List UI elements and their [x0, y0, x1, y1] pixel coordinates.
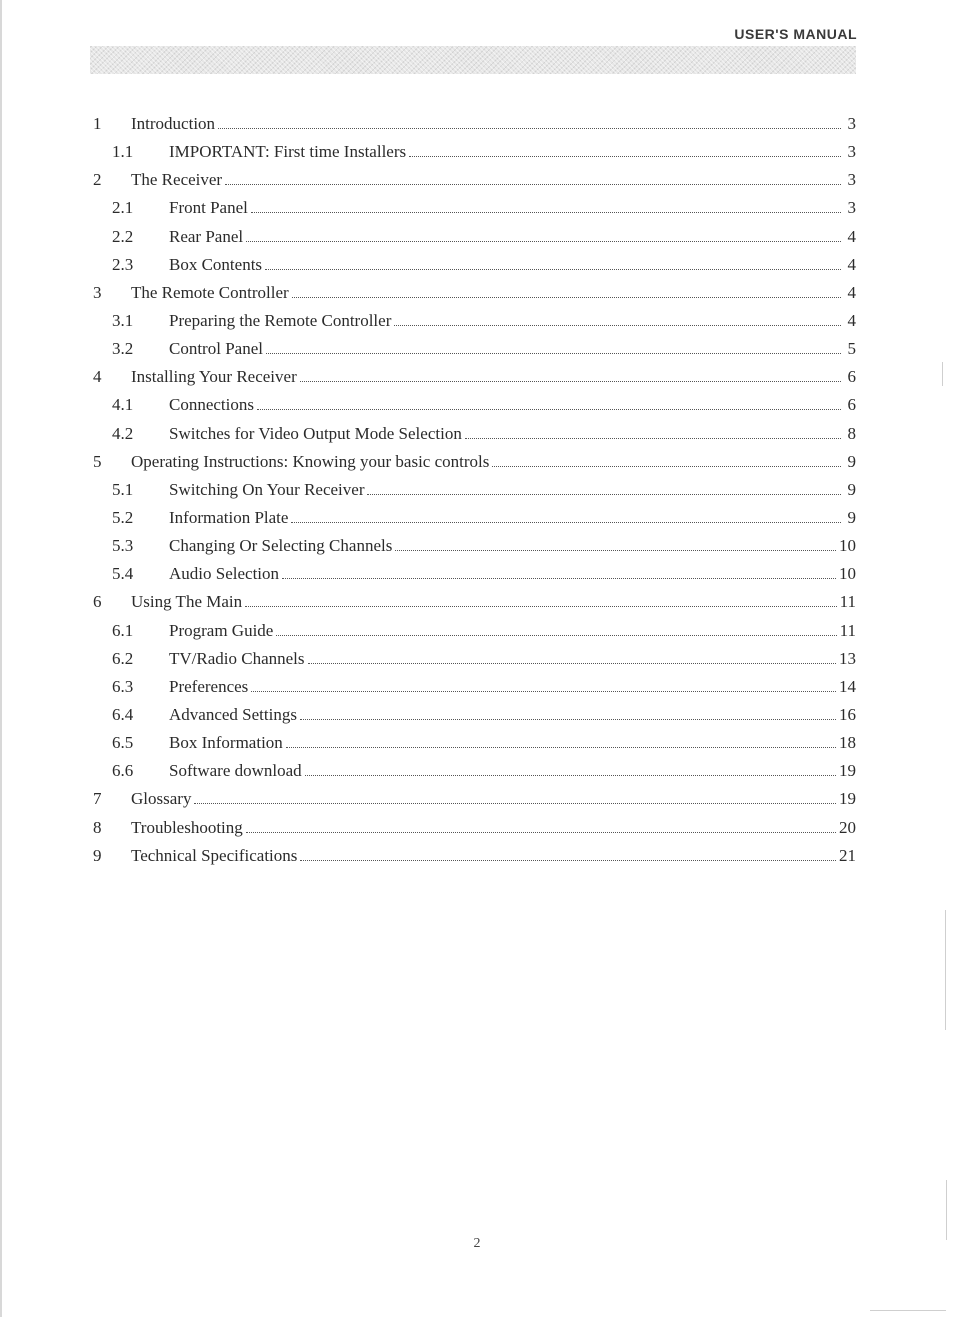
toc-dot-leader	[300, 719, 836, 720]
toc-entry-title: Operating Instructions: Knowing your basic controls	[131, 451, 490, 471]
toc-entry	[90, 363, 856, 391]
page-scan-edge	[0, 0, 2, 1317]
toc-entry	[90, 673, 856, 701]
toc-entry-page: 3	[847, 170, 856, 190]
toc-entry-number: 6.3	[112, 676, 134, 696]
toc-entry-title: Front Panel	[169, 198, 248, 218]
toc-dot-leader	[246, 241, 841, 242]
toc-entry-page: 11	[839, 592, 856, 612]
toc-entry	[90, 391, 856, 419]
toc-entry-page: 4	[847, 282, 856, 302]
toc-entry	[90, 138, 856, 166]
toc-entry-title: Glossary	[131, 789, 192, 809]
toc-entry	[90, 588, 856, 616]
toc-entry-title: Rear Panel	[169, 226, 244, 246]
toc-entry-title: Switching On Your Receiver	[169, 479, 365, 499]
toc-dot-leader	[300, 860, 836, 861]
toc-entry-number: 4.1	[112, 395, 134, 415]
toc-entry-number: 6.1	[112, 620, 134, 640]
toc-entry	[90, 335, 856, 363]
toc-entry-title: Using The Main	[131, 592, 243, 612]
toc-entry-number: 6.4	[112, 704, 134, 724]
toc-entry	[90, 504, 856, 532]
toc-entry-title: Switches for Video Output Mode Selection	[169, 423, 462, 443]
toc-entry-number: 3.1	[112, 310, 134, 330]
toc-entry-number: 1	[93, 114, 102, 133]
table-of-contents	[90, 110, 856, 870]
toc-entry	[90, 110, 856, 138]
toc-dot-leader	[266, 353, 841, 354]
toc-entry-number: 2.2	[112, 226, 134, 246]
scan-artifact	[870, 1310, 946, 1311]
toc-entry-number: 5.4	[112, 564, 134, 584]
toc-entry-page: 14	[839, 676, 856, 696]
toc-entry	[90, 307, 856, 335]
toc-entry-title: Preferences	[169, 676, 249, 696]
toc-entry	[90, 420, 856, 448]
toc-entry-title: Preparing the Remote Controller	[169, 310, 392, 330]
toc-entry-number: 6.2	[112, 648, 134, 668]
scan-artifact	[946, 1180, 947, 1240]
toc-dot-leader	[300, 381, 841, 382]
scan-artifact	[942, 362, 943, 386]
toc-entry-title: Technical Specifications	[131, 845, 298, 865]
toc-dot-leader	[395, 550, 836, 551]
toc-entry-page: 6	[847, 395, 856, 415]
toc-entry-page: 8	[847, 423, 856, 443]
toc-entry-title: Troubleshooting	[131, 817, 243, 837]
toc-dot-leader	[292, 297, 841, 298]
toc-entry-number: 2.3	[112, 254, 134, 274]
toc-entry-number: 6	[93, 592, 102, 612]
toc-dot-leader	[308, 663, 836, 664]
toc-entry-number: 5.2	[112, 507, 134, 527]
toc-entry	[90, 617, 856, 645]
toc-dot-leader	[286, 747, 836, 748]
toc-entry-title: Installing Your Receiver	[131, 367, 297, 387]
toc-entry-number: 1.1	[112, 142, 134, 162]
toc-dot-leader	[394, 325, 841, 326]
toc-entry	[90, 476, 856, 504]
toc-entry-title: The Receiver	[131, 170, 223, 190]
toc-entry-page: 5	[847, 339, 856, 359]
toc-entry-number: 5.3	[112, 536, 134, 556]
toc-dot-leader	[218, 128, 841, 129]
toc-entry-page: 19	[839, 789, 856, 809]
toc-entry	[90, 532, 856, 560]
toc-dot-leader	[251, 691, 836, 692]
toc-entry-title: Changing Or Selecting Channels	[169, 536, 393, 556]
toc-entry-page: 18	[839, 733, 856, 753]
toc-entry	[90, 194, 856, 222]
toc-entry	[90, 279, 856, 307]
toc-entry-title: The Remote Controller	[131, 282, 289, 302]
toc-entry	[90, 645, 856, 673]
toc-entry-number: 6.6	[112, 761, 134, 781]
toc-entry-title: Audio Selection	[169, 564, 280, 584]
toc-entry	[90, 560, 856, 588]
scan-artifact	[945, 910, 946, 1030]
toc-entry	[90, 223, 856, 251]
toc-entry-title: TV/Radio Channels	[169, 648, 305, 668]
toc-entry-page: 4	[847, 254, 856, 274]
toc-dot-leader	[265, 269, 841, 270]
toc-entry	[90, 251, 856, 279]
toc-dot-leader	[257, 409, 841, 410]
toc-entry-number: 4	[93, 367, 102, 387]
toc-entry	[90, 785, 856, 813]
toc-entry-page: 3	[847, 114, 856, 133]
toc-entry-page: 6	[847, 367, 856, 387]
toc-entry-page: 20	[839, 817, 856, 837]
toc-entry-title: IMPORTANT: First time Installers	[169, 142, 407, 162]
toc-entry-number: 3.2	[112, 339, 134, 359]
toc-dot-leader	[305, 775, 836, 776]
toc-entry-number: 5.1	[112, 479, 134, 499]
toc-entry-page: 4	[847, 226, 856, 246]
toc-entry-number: 5	[93, 451, 102, 471]
toc-entry-number: 4.2	[112, 423, 134, 443]
toc-entry-page: 21	[839, 845, 856, 865]
toc-dot-leader	[409, 156, 841, 157]
toc-entry-page: 13	[839, 648, 856, 668]
toc-entry	[90, 842, 856, 870]
page-number: 2	[473, 1236, 481, 1251]
toc-dot-leader	[194, 803, 836, 804]
toc-entry-page: 11	[839, 620, 856, 640]
toc-dot-leader	[276, 635, 836, 636]
toc-dot-leader	[367, 494, 841, 495]
toc-entry-title: Box Contents	[169, 254, 263, 274]
toc-entry-title: Software download	[169, 761, 302, 781]
toc-entry-number: 9	[93, 845, 102, 865]
toc-dot-leader	[282, 578, 836, 579]
toc-entry-page: 9	[847, 479, 856, 499]
toc-dot-leader	[245, 606, 837, 607]
toc-entry-title: Advanced Settings	[169, 704, 297, 724]
toc-entry-page: 19	[839, 761, 856, 781]
toc-entry-number: 2	[93, 170, 102, 190]
toc-entry	[90, 701, 856, 729]
toc-entry-number: 7	[93, 789, 102, 809]
toc-dot-leader	[225, 184, 841, 185]
toc-entry	[90, 814, 856, 842]
toc-entry-page: 4	[847, 310, 856, 330]
toc-entry-title: Box Information	[169, 733, 283, 753]
toc-entry-number: 2.1	[112, 198, 134, 218]
toc-entry-title: Program Guide	[169, 620, 274, 640]
toc-entry-number: 3	[93, 282, 102, 302]
toc-entry	[90, 166, 856, 194]
toc-entry-page: 10	[839, 564, 856, 584]
toc-entry	[90, 757, 856, 785]
toc-entry	[90, 448, 856, 476]
toc-entry-title: Control Panel	[169, 339, 263, 359]
toc-entry-number: 6.5	[112, 733, 134, 753]
toc-entry-number: 8	[93, 817, 102, 837]
toc-entry-page: 9	[847, 507, 856, 527]
toc-dot-leader	[492, 466, 841, 467]
header-decorative-band	[90, 46, 856, 74]
toc-entry-page: 10	[839, 536, 856, 556]
toc-entry-page: 9	[847, 451, 856, 471]
toc-entry-title: Information Plate	[169, 507, 289, 527]
toc-dot-leader	[465, 438, 841, 439]
toc-entry-title: Introduction	[131, 114, 216, 133]
toc-entry-page: 16	[839, 704, 856, 724]
toc-dot-leader	[246, 832, 836, 833]
toc-entry	[90, 729, 856, 757]
toc-entry-title: Connections	[169, 395, 254, 415]
toc-dot-leader	[251, 212, 841, 213]
document-header-label: USER'S MANUAL	[734, 26, 857, 42]
toc-entry-page: 3	[847, 198, 856, 218]
toc-dot-leader	[291, 522, 841, 523]
toc-entry-page: 3	[847, 142, 856, 162]
